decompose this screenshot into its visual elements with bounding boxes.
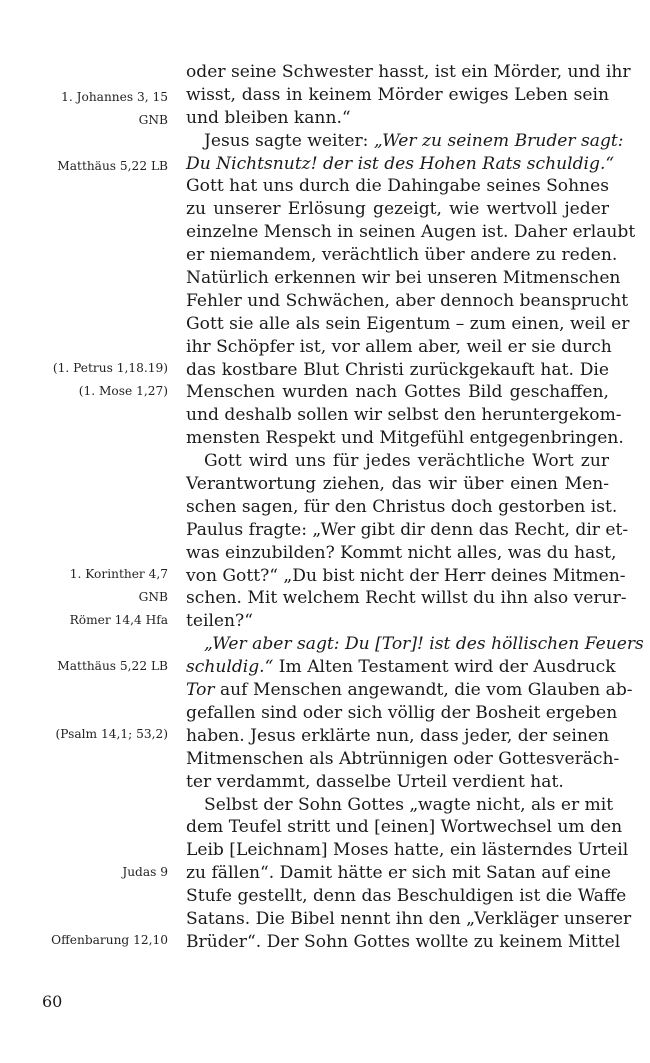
text-line: einzelne Mensch in seinen Augen ist. Daher erlaubt — [186, 222, 636, 243]
text-line: und deshalb sollen wir selbst den heruntergekom- — [186, 405, 622, 426]
margin-reference: Römer 14,4 Hfa — [69, 613, 168, 627]
text-line: ihr Schöpfer ist, vor allem aber, weil er sie durch — [186, 336, 612, 357]
text-line: und bleiben kann.“ — [186, 107, 351, 128]
text-line: zu fällen“. Damit hätte er sich mit Satan auf eine — [186, 863, 612, 884]
margin-reference: (Psalm 14,1; 53,2) — [55, 727, 168, 741]
text-line: mensten Respekt und Mitgefühl entgegenbringen. — [186, 428, 624, 449]
text-line: Stufe gestellt, denn das Beschuldigen ist die Waffe — [186, 886, 627, 907]
text-line: Mitmenschen als Abtrünnigen oder Gottesveräch- — [186, 748, 620, 769]
text-line: das kostbare Blut Christi zurückgekauft hat. Die — [186, 359, 609, 380]
text-line: oder seine Schwester hasst, ist ein Mörder, und ihr — [186, 62, 631, 82]
text-line: schen. Mit welchem Recht willst du ihn also verur- — [186, 588, 627, 609]
text-line: Satans. Die Bibel nennt ihn den „Verkläger unserer — [186, 908, 632, 929]
text-line: was einzubilden? Kommt nicht alles, was du hast, — [186, 542, 617, 563]
margin-reference: (1. Mose 1,27) — [78, 384, 168, 398]
text-line: Verantwortung ziehen, das wir über einen Men- — [186, 474, 609, 495]
text-line: teilen?“ — [186, 611, 253, 632]
text-line: zu unserer Erlösung gezeigt, wie wertvoll jeder — [186, 199, 609, 220]
text-line: gefallen sind oder sich völlig der Bosheit ergeben — [186, 702, 618, 723]
text-line: Paulus fragte: „Wer gibt dir denn das Recht, dir et- — [186, 519, 629, 540]
margin-reference: (1. Petrus 1,18.19) — [52, 361, 168, 375]
text-line: Menschen wurden nach Gottes Bild geschaffen, — [186, 382, 609, 403]
text-line: Gott wird uns für jedes verächtliche Wort zur — [204, 451, 609, 472]
text-line: Leib [Leichnam] Moses hatte, ein lästerndes Urteil — [186, 840, 629, 861]
text-line: er niemandem, verächtlich über andere zu reden. — [186, 245, 618, 266]
text-line: von Gott?“ „Du bist nicht der Herr deines Mitmen- — [186, 565, 626, 586]
page-number: 60 — [42, 992, 63, 1011]
quote-italic: „Wer aber sagt: Du [Tor]! ist des höllischen Feuers — [204, 634, 644, 655]
text-line: Brüder“. Der Sohn Gottes wollte zu keinem Mittel — [186, 931, 621, 952]
margin-reference: 1. Johannes 3, 15 — [61, 90, 168, 104]
margin-reference: Matthäus 5,22 LB — [57, 659, 168, 673]
text-line: Gott hat uns durch die Dahingabe seines Sohnes — [186, 176, 609, 197]
text-line: Gott sie alle als sein Eigentum – zum einen, weil er — [186, 313, 630, 334]
margin-reference: 1. Korinther 4,7 — [69, 567, 168, 581]
margin-reference: Matthäus 5,22 LB — [57, 159, 168, 173]
text-line: ter verdammt, dasselbe Urteil verdient hat. — [186, 771, 564, 792]
quote-italic: Du Nichtsnutz! der ist des Hohen Rats schuldig.“ — [186, 153, 615, 174]
text-run: Im Alten Testament wird der Ausdruck — [273, 657, 616, 678]
text-line: haben. Jesus erklärte nun, dass jeder, der seinen — [186, 725, 609, 746]
text-line: Natürlich erkennen wir bei unseren Mitmenschen — [186, 268, 621, 289]
quote-italic: schuldig.“ — [186, 657, 274, 678]
text-run: auf Menschen angewandt, die vom Glauben ab- — [214, 680, 633, 701]
text-line — [186, 656, 616, 679]
text-line: dem Teufel stritt und [einen] Wortwechsel um den — [186, 817, 623, 838]
text-run: Jesus sagte weiter: — [204, 130, 374, 151]
text-line: wisst, dass in keinem Mörder ewiges Leben sein — [186, 84, 609, 105]
text-line — [186, 130, 624, 153]
term-italic: Tor — [186, 680, 215, 701]
text-line: Fehler und Schwächen, aber dennoch beansprucht — [186, 290, 629, 311]
margin-reference: GNB — [138, 590, 168, 604]
text-line: schen sagen, für den Christus doch gestorben ist. — [186, 496, 618, 517]
text-line — [186, 679, 633, 702]
body-text — [186, 61, 644, 954]
margin-reference: Judas 9 — [122, 865, 168, 879]
margin-reference: Offenbarung 12,10 — [51, 933, 168, 947]
margin-reference: GNB — [138, 113, 168, 127]
text-line: Selbst der Sohn Gottes „wagte nicht, als er mit — [204, 794, 614, 815]
quote-italic: „Wer zu seinem Bruder sagt: — [373, 130, 624, 151]
